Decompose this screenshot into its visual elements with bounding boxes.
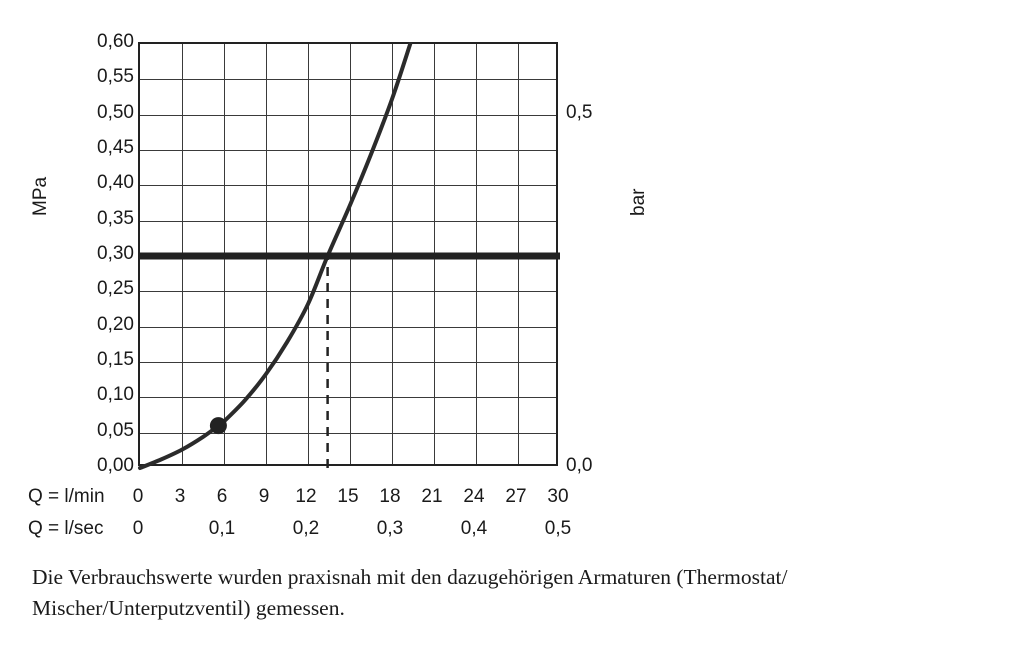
y-tick-label: 0,60 [97,31,134,52]
y-tick-label: 0,55 [97,66,134,88]
y-tick-label: 0,45 [97,137,134,158]
x-tick-label: 12 [295,486,317,507]
x-tick-label: 0,4 [460,518,488,539]
x-tick-label: 0 [132,486,144,507]
y-tick-label: 0,40 [97,172,134,194]
x-tick-label: 9 [258,486,270,507]
y-tick-label: 0,50 [97,101,134,123]
x-tick-label: 30 [547,486,569,507]
x-tick-label: 6 [216,486,228,507]
x-axis-row-lsec-label: Q = l/sec [28,518,104,539]
y-tick-label: 0,10 [97,384,134,406]
x-axis-row-lmin [0,484,1024,510]
caption [32,562,962,624]
y-tick-label: 0,15 [97,349,134,370]
x-tick-label: 24 [463,486,485,507]
x-tick-label: 0,5 [544,518,572,539]
x-tick-label: 0,1 [208,518,236,539]
x-tick-label: 0,3 [376,518,404,539]
x-tick-label: 15 [337,486,359,507]
operating-point [210,417,227,434]
y-tick-label: 0,20 [97,313,134,335]
x-tick-label: 18 [379,486,401,507]
y-tick-label: 0,35 [97,207,134,229]
plot-area [138,42,558,466]
x-tick-label: 3 [174,486,186,507]
y-tick-label: 0,0 [566,455,593,476]
x-tick-label: 0 [132,518,144,539]
x-axis-row-lmin-label: Q = l/min [28,486,105,507]
x-tick-label: 27 [505,486,527,507]
y-tick-label: 0,00 [97,455,134,476]
y-tick-label: 0,25 [97,278,134,300]
y-axis-left-title: MPa [30,176,51,216]
curve-layer [140,44,560,468]
caption-line-2: Mischer/Unterputzventil) gemessen. [32,596,345,620]
y-tick-label: 0,05 [97,419,134,441]
y-axis-right-title: bar [628,188,649,216]
x-tick-label: 0,2 [292,518,320,539]
x-tick-label: 21 [421,486,443,507]
x-axis-row-lsec [0,516,1024,542]
y-tick-label: 0,30 [97,243,134,264]
y-tick-label: 0,5 [566,101,593,123]
caption-line-1: Die Verbrauchswerte wurden praxisnah mit den dazugehörigen Armaturen (Thermostat/ [32,565,788,589]
